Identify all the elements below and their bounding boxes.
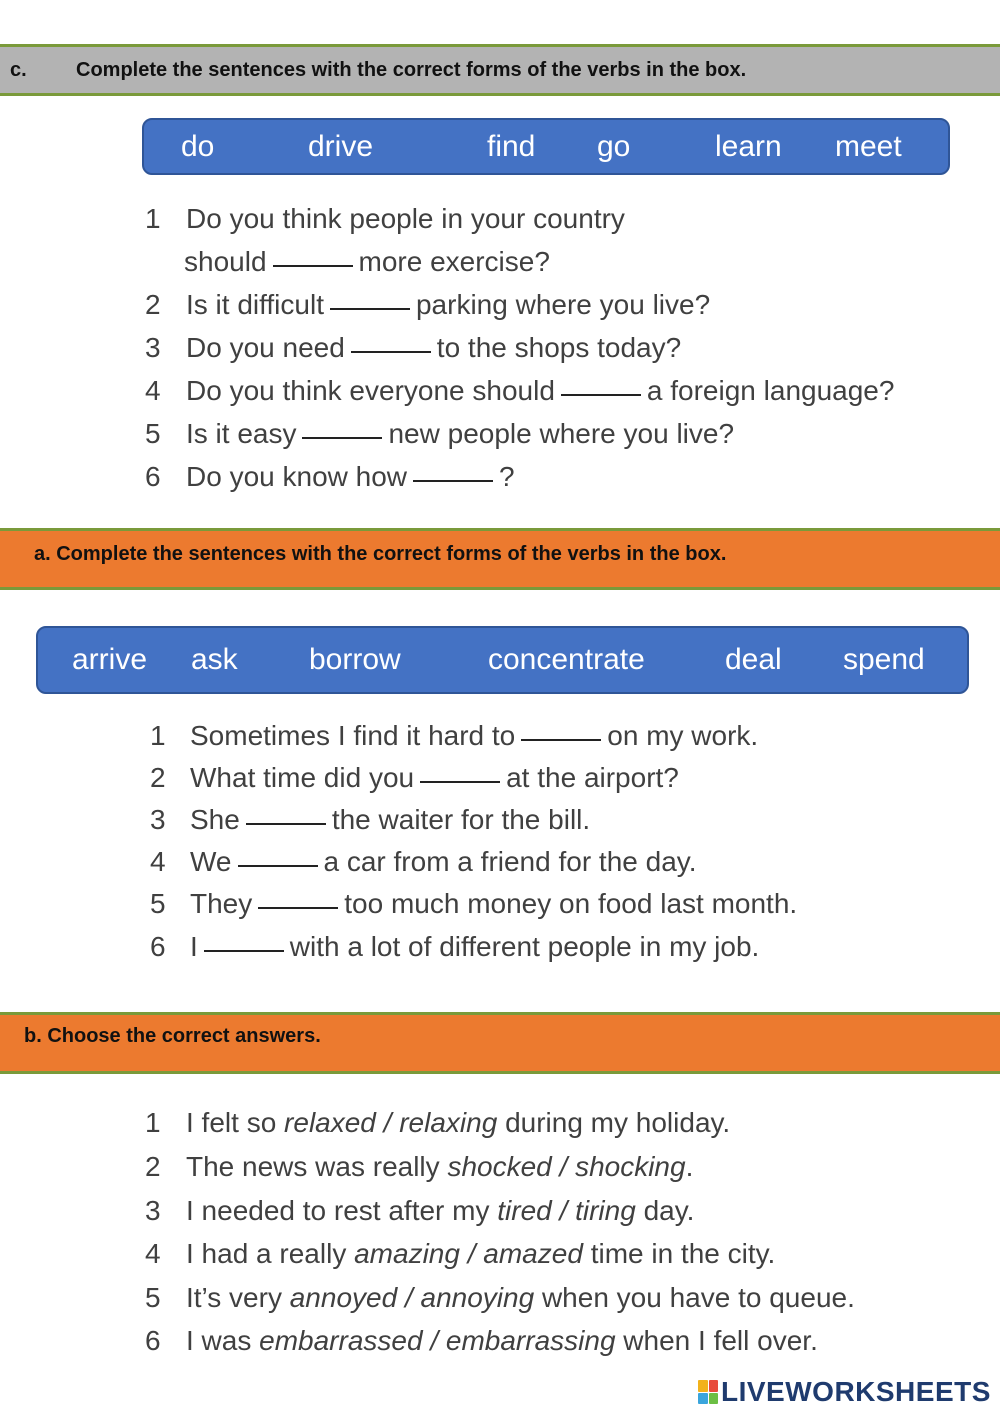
item-text: a car from a friend for the day.: [323, 846, 697, 877]
word-box-word: borrow: [309, 643, 401, 676]
answer-options[interactable]: relaxed / relaxing: [284, 1107, 498, 1138]
item-number: 6: [145, 461, 161, 492]
item-text: What time did you: [190, 762, 415, 793]
section-c-instruction: Complete the sentences with the correct forms of the verbs in the box.: [76, 59, 747, 81]
item-text: She: [190, 804, 240, 835]
word-box-word: learn: [715, 129, 782, 163]
item-number: 1: [145, 203, 161, 234]
item-number: 5: [145, 1282, 161, 1313]
section-c-header: [0, 44, 1000, 96]
logo-square: [698, 1380, 708, 1392]
word-box-word: do: [181, 129, 215, 163]
item-text: when you have to queue.: [541, 1282, 855, 1313]
answer-blank[interactable]: [238, 864, 318, 867]
logo-square: [709, 1380, 719, 1392]
item-text: day.: [643, 1195, 695, 1226]
item-text: Sometimes I find it hard to: [190, 720, 516, 751]
word-box-word: ask: [191, 643, 238, 676]
word-box-word: go: [597, 129, 631, 163]
liveworksheets-logo: [698, 1376, 991, 1408]
item-number: 3: [145, 1195, 161, 1226]
word-box-word: drive: [308, 129, 374, 163]
item-text: ?: [499, 461, 515, 492]
answer-blank[interactable]: [258, 906, 338, 909]
item-text: They: [190, 888, 253, 919]
item-text: .: [685, 1151, 694, 1182]
item-text: The news was really: [186, 1151, 440, 1182]
answer-blank[interactable]: [413, 479, 493, 482]
answer-blank[interactable]: [420, 780, 500, 783]
answer-blank[interactable]: [561, 393, 641, 396]
item-number: 2: [145, 289, 161, 320]
answer-blank[interactable]: [204, 949, 284, 952]
item-text: new people where you live?: [388, 418, 735, 449]
item-text: I needed to rest after my: [186, 1195, 490, 1226]
answer-options[interactable]: annoyed / annoying: [289, 1282, 535, 1313]
word-box-c: [142, 118, 950, 175]
item-number: 3: [145, 332, 161, 363]
logo-square: [709, 1393, 719, 1405]
item-text: I felt so: [186, 1107, 277, 1138]
word-box-word: meet: [835, 129, 902, 163]
logo-text: LIVEWORKSHEETS: [721, 1376, 991, 1407]
item-text: Do you need: [186, 332, 345, 363]
word-box-a: [36, 626, 969, 694]
answer-blank[interactable]: [302, 436, 382, 439]
item-number: 6: [145, 1325, 161, 1356]
word-box-word: concentrate: [488, 643, 645, 676]
item-text: parking where you live?: [415, 289, 711, 320]
word-box-word: arrive: [72, 643, 148, 676]
item-text: during my holiday.: [505, 1107, 731, 1138]
answer-options[interactable]: tired / tiring: [497, 1195, 636, 1226]
item-text: It’s very: [186, 1282, 282, 1313]
word-box-word: find: [487, 129, 536, 163]
item-text: Do you know how: [186, 461, 408, 492]
item-text: I had a really: [186, 1238, 347, 1269]
section-a-header: [0, 528, 1000, 590]
answer-blank[interactable]: [273, 264, 353, 267]
item-text: when I fell over.: [623, 1325, 818, 1356]
answer-blank[interactable]: [521, 738, 601, 741]
logo-icon: [698, 1380, 718, 1404]
section-letter: c.: [10, 59, 27, 81]
section-b-instruction: b. Choose the correct answers.: [24, 1025, 321, 1047]
item-number: 5: [150, 888, 166, 919]
answer-options[interactable]: embarrassed / embarrassing: [259, 1325, 616, 1356]
item-text: We: [190, 846, 232, 877]
item-number: 5: [145, 418, 161, 449]
item-text: time in the city.: [590, 1238, 776, 1269]
item-text: too much money on food last month.: [344, 888, 798, 919]
item-number: 4: [145, 1238, 161, 1269]
section-a-instruction: a. Complete the sentences with the correct forms of the verbs in the box.: [34, 543, 727, 565]
item-number: 4: [145, 375, 161, 406]
item-text: should: [184, 246, 267, 277]
item-number: 6: [150, 931, 166, 962]
item-text: I was: [186, 1325, 252, 1356]
answer-blank[interactable]: [330, 307, 410, 310]
item-text: Is it difficult: [186, 289, 324, 320]
section-b-header: [0, 1012, 1000, 1074]
item-text: with a lot of different people in my job.: [289, 931, 760, 962]
item-text: the waiter for the bill.: [331, 804, 591, 835]
item-number: 3: [150, 804, 166, 835]
word-box-word: spend: [843, 643, 925, 676]
item-number: 1: [145, 1107, 161, 1138]
item-text: more exercise?: [358, 246, 550, 277]
item-number: 4: [150, 846, 166, 877]
item-text: Is it easy: [186, 418, 297, 449]
logo-square: [698, 1393, 708, 1405]
item-text: at the airport?: [506, 762, 679, 793]
answer-options[interactable]: shocked / shocking: [447, 1151, 686, 1182]
item-number: 1: [150, 720, 166, 751]
item-text: Do you think people in your country: [186, 203, 625, 234]
item-number: 2: [145, 1151, 161, 1182]
answer-blank[interactable]: [351, 350, 431, 353]
answer-blank[interactable]: [246, 822, 326, 825]
item-text: to the shops today?: [436, 332, 682, 363]
item-number: 2: [150, 762, 166, 793]
word-box-word: deal: [725, 643, 782, 676]
answer-options[interactable]: amazing / amazed: [354, 1238, 583, 1269]
item-text: I: [190, 931, 198, 962]
item-text: a foreign language?: [646, 375, 895, 406]
item-text: on my work.: [607, 720, 759, 751]
item-text: Do you think everyone should: [186, 375, 555, 406]
